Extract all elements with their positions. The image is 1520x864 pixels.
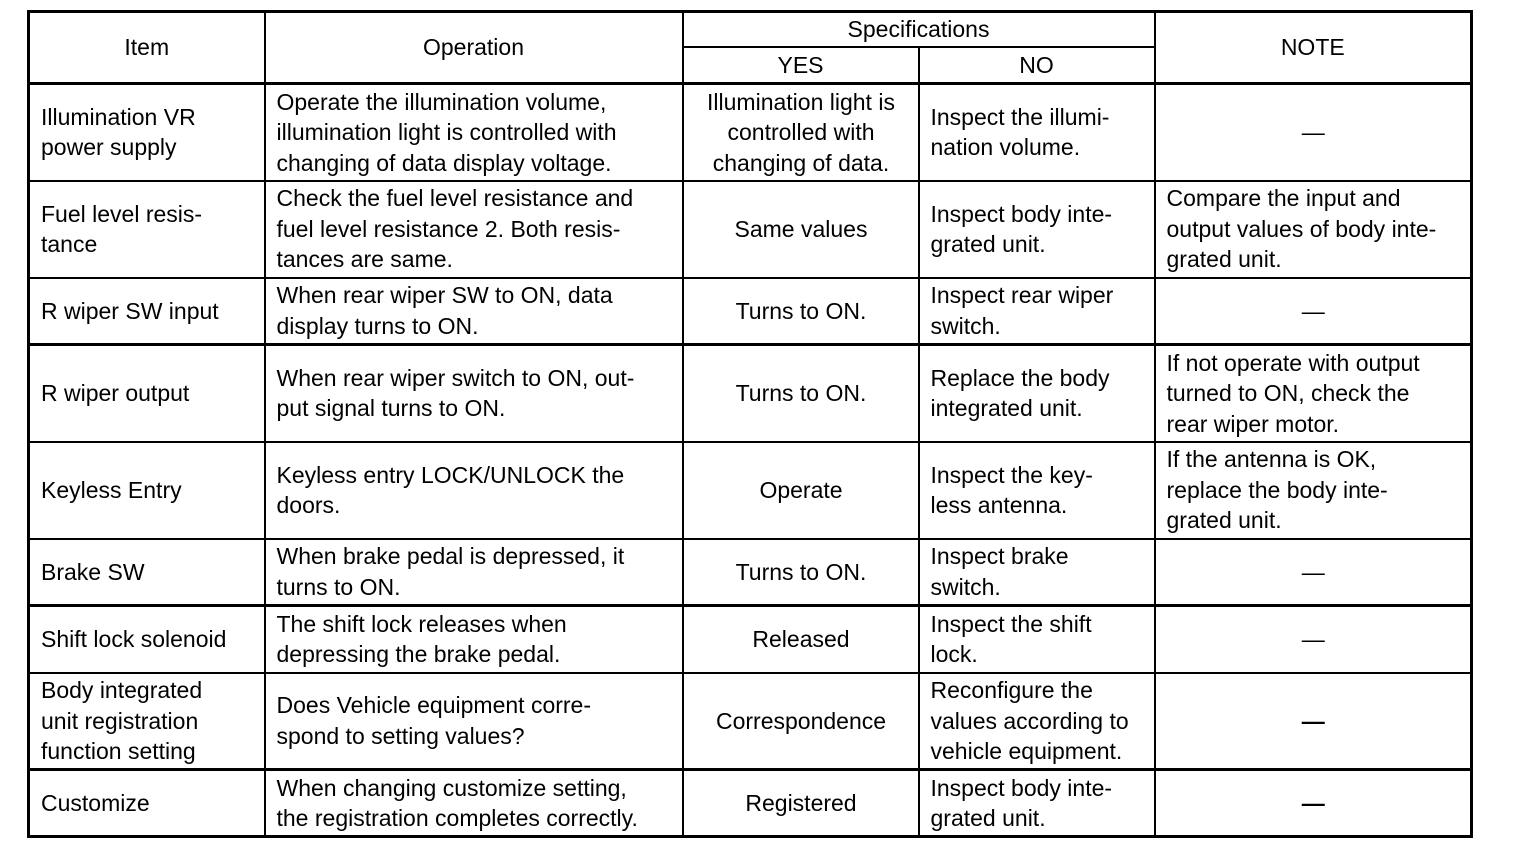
specification-table [27, 10, 1473, 838]
cell-yes: Correspondence [683, 673, 919, 770]
cell-yes: Same values [683, 181, 919, 278]
table-header [29, 12, 1472, 84]
cell-note: — [1155, 606, 1472, 673]
table-row [29, 181, 1472, 278]
table-row [29, 606, 1472, 673]
cell-item: Body integrated unit registration function setting [29, 673, 265, 770]
cell-yes: Turns to ON. [683, 278, 919, 345]
cell-yes: Operate [683, 442, 919, 539]
header-note: NOTE [1155, 12, 1472, 84]
cell-no: Inspect rear wiper switch. [919, 278, 1155, 345]
cell-note: — [1155, 770, 1472, 837]
cell-operation: When rear wiper switch to ON, out- put signal turns to ON. [265, 345, 683, 442]
cell-item: R wiper SW input [29, 278, 265, 345]
cell-note: — [1155, 278, 1472, 345]
cell-note: — [1155, 539, 1472, 606]
cell-item: Keyless Entry [29, 442, 265, 539]
header-specifications: Specifications [683, 12, 1155, 48]
cell-item: Shift lock solenoid [29, 606, 265, 673]
cell-yes: Registered [683, 770, 919, 837]
header-operation: Operation [265, 12, 683, 84]
cell-no: Inspect the shift lock. [919, 606, 1155, 673]
cell-item: Brake SW [29, 539, 265, 606]
cell-note: Compare the input and output values of body inte- grated unit. [1155, 181, 1472, 278]
table-row [29, 539, 1472, 606]
header-yes: YES [683, 47, 919, 84]
cell-note: If not operate with output turned to ON, check the rear wiper motor. [1155, 345, 1472, 442]
cell-operation: Keyless entry LOCK/UNLOCK the doors. [265, 442, 683, 539]
cell-no: Inspect brake switch. [919, 539, 1155, 606]
cell-yes: Illumination light is controlled with changing of data. [683, 84, 919, 181]
table-row [29, 345, 1472, 442]
cell-note: If the antenna is OK, replace the body inte- grated unit. [1155, 442, 1472, 539]
header-no: NO [919, 47, 1155, 84]
cell-operation: Check the fuel level resistance and fuel level resistance 2. Both resis- tances are same. [265, 181, 683, 278]
cell-operation: When rear wiper SW to ON, data display turns to ON. [265, 278, 683, 345]
cell-note: — [1155, 84, 1472, 181]
cell-item: Fuel level resis- tance [29, 181, 265, 278]
table-row [29, 84, 1472, 181]
cell-note: — [1155, 673, 1472, 770]
cell-operation: The shift lock releases when depressing the brake pedal. [265, 606, 683, 673]
cell-item: Customize [29, 770, 265, 837]
table-row [29, 278, 1472, 345]
cell-operation: When brake pedal is depressed, it turns to ON. [265, 539, 683, 606]
table-row [29, 673, 1472, 770]
table-row [29, 442, 1472, 539]
header-item: Item [29, 12, 265, 84]
cell-no: Inspect body inte- grated unit. [919, 181, 1155, 278]
cell-no: Inspect body inte- grated unit. [919, 770, 1155, 837]
cell-item: Illumination VR power supply [29, 84, 265, 181]
table-body [29, 84, 1472, 837]
cell-yes: Released [683, 606, 919, 673]
cell-no: Replace the body integrated unit. [919, 345, 1155, 442]
cell-no: Inspect the key- less antenna. [919, 442, 1155, 539]
cell-yes: Turns to ON. [683, 345, 919, 442]
cell-item: R wiper output [29, 345, 265, 442]
table-row [29, 770, 1472, 837]
cell-no: Reconfigure the values according to vehicle equipment. [919, 673, 1155, 770]
cell-operation: When changing customize setting, the registration completes correctly. [265, 770, 683, 837]
cell-operation: Does Vehicle equipment corre- spond to setting values? [265, 673, 683, 770]
cell-yes: Turns to ON. [683, 539, 919, 606]
cell-no: Inspect the illumi- nation volume. [919, 84, 1155, 181]
cell-operation: Operate the illumination volume, illumination light is controlled with changing of data display voltage. [265, 84, 683, 181]
